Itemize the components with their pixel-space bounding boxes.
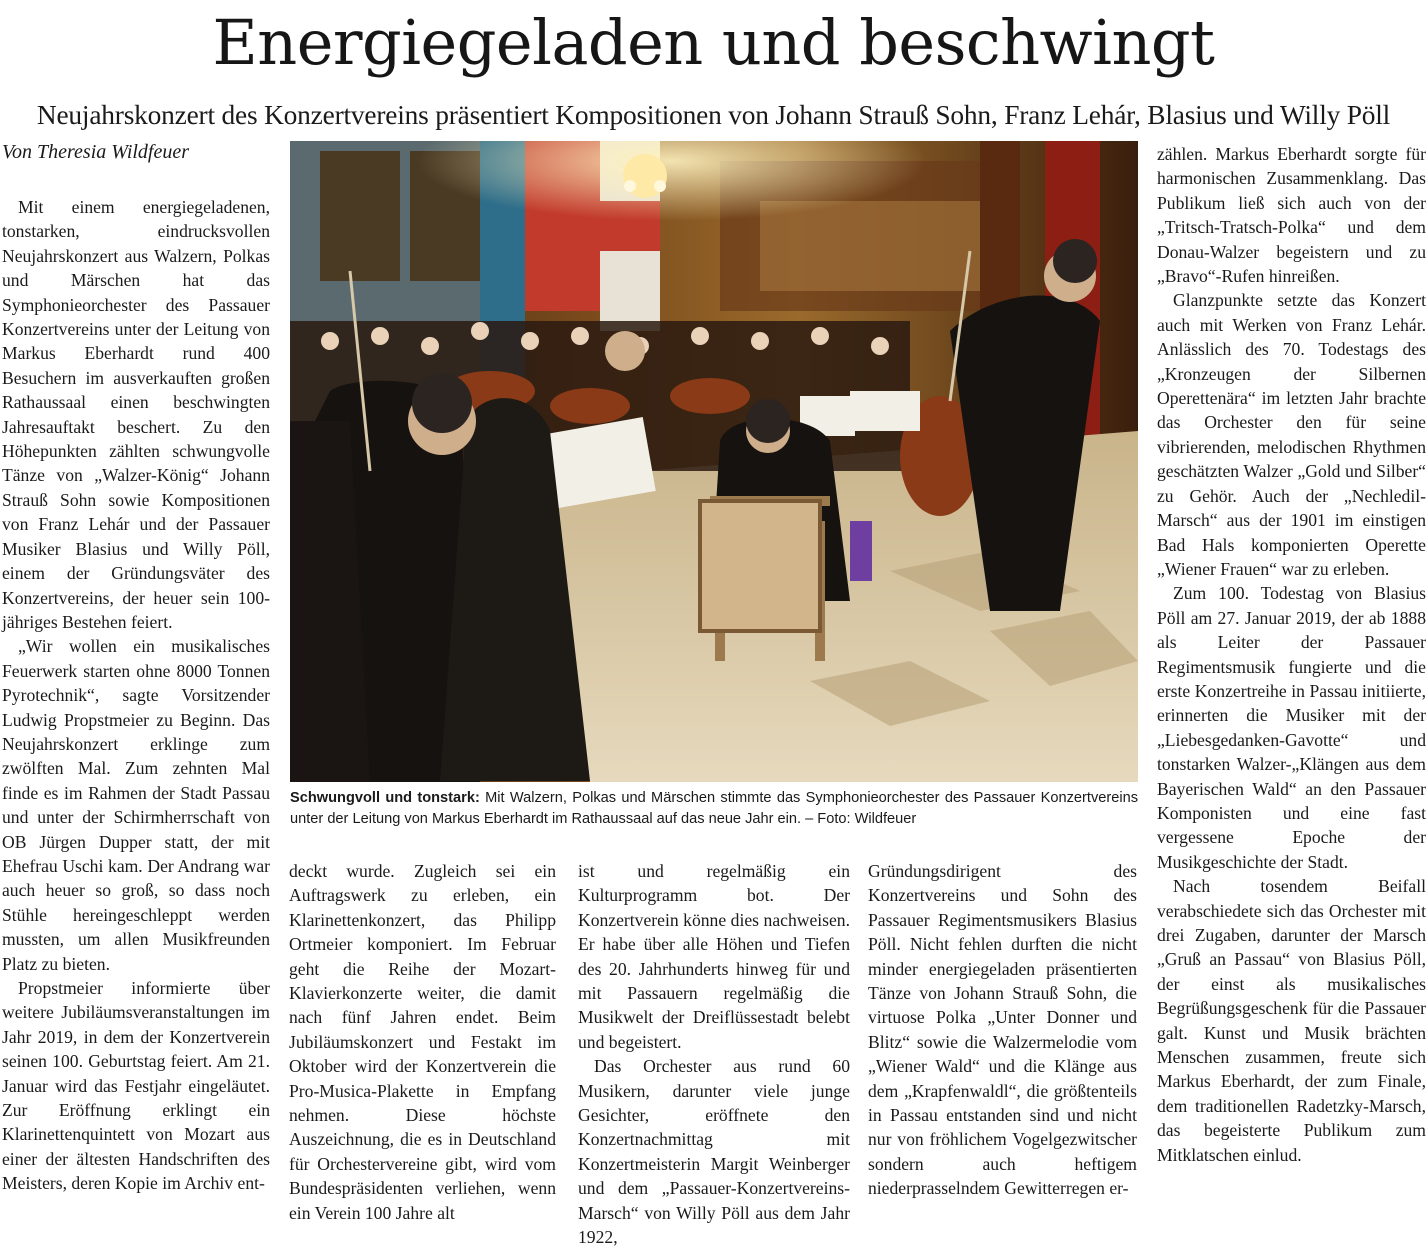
- paragraph: Propstmeier informierte über weitere Jubiläumsveranstaltungen im Jahr 2019, in dem der Konzertverein seinen 100. Geburtstag feiert. Am 21. Januar wird das Festjahr eingeläutet. Zur Eröffnung erklingt ein Klarinettenquintett von Mozart aus einer der ältesten Handschriften des Meisters, deren Kopie im Archiv ent-: [2, 978, 270, 1194]
- caption-text: Mit Walzern, Polkas und Märschen stimmte das Symphonieorchester des Passauer Konzertvereins unter der Leitung von Markus Eberhardt im Rathaussaal auf das neue Jahr ein. – Foto: Wildfeuer: [290, 790, 1138, 827]
- paragraph: zählen. Markus Eberhardt sorgte für harmonischen Zusammenklang. Das Publikum ließ sich auch von der „Tritsch-Tratsch-Polka“ und dem Donau-Walzer begeistern und zu „Bravo“-Rufen hinreißen.: [1157, 144, 1426, 287]
- article-column-1: [2, 195, 270, 1196]
- paragraph: Das Orchester aus rund 60 Musikern, darunter viele junge Gesichter, eröffnete den Konzertnachmittag mit Konzertmeisterin Margit Weinberger und dem „Passauer-Konzertvereins-Marsch“ von Willy Pöll aus dem Jahr 1922,: [578, 1056, 850, 1248]
- paragraph: Mit einem energiegeladenen, tonstarken, eindrucksvollen Neujahrskonzert aus Walzern, Polkas und Märschen hat das Symphonieorchester des Passauer Konzertvereins unter der Leitung von Markus Eberhardt rund 400 Besuchern im ausverkauften großen Rathaussaal einen beschwingten Jahresauftakt beschert. Zu den Höhepunkten zählten schwungvolle Tänze von „Walzer-König“ Johann Strauß Sohn sowie Kompositionen von Franz Lehár und der Passauer Musiker Blasius und Willy Pöll, einem der Gründungsväter des Konzertvereins, der heuer sein 100-jähriges Bestehen feiert.: [2, 197, 270, 632]
- paragraph: „Wir wollen ein musikalisches Feuerwerk starten ohne 8000 Tonnen Pyrotechnik“, sagte Vorsitzender Ludwig Propstmeier zu Beginn. Das Neujahrskonzert erklinge zum zwölften Mal. Zum zehnten Mal finde es im Rahmen der Stadt Passau und unter der Schirmherrschaft von OB Jürgen Dupper statt, der mit Ehefrau Uschi kam. Der Andrang war auch heuer so groß, so dass noch Stühle hereingeschleppt werden mussten, um allen Musikfreunden Platz zu bieten.: [2, 636, 270, 974]
- paragraph: Glanzpunkte setzte das Konzert auch mit Werken von Franz Lehár. Anlässlich des 70. Todestags des „Kronzeugen der Silbernen Operettenära“ im letzten Jahr brachte das Orchester den für seine vibrierenden, melodischen Rhythmen geschätzten Walzer „Gold und Silber“ zu Gehör. Auch der „Nechledil-Marsch“ aus der 1901 im einstigen Bad Hals komponierten Operette „Wiener Frauen“ war zu erleben.: [1157, 290, 1426, 579]
- article-column-4: [868, 859, 1137, 1201]
- paragraph: ist und regelmäßig ein Kulturprogramm bot. Der Konzertverein könne dies nachweisen. Er habe über alle Höhen und Tiefen des 20. Jahrhunderts hinweg für und mit Passauern regelmäßig die Musikwelt der Dreiflüssestadt belebt und begeistert.: [578, 861, 850, 1052]
- paragraph: Gründungsdirigent des Konzertvereins und Sohn des Passauer Regimentsmusikers Blasius Pöll. Nicht fehlen durften die nicht minder energiegeladen präsentierten Tänze von Johann Strauß Sohn, die virtuose Polka „Unter Donner und Blitz“ sowie die Walzermelodie vom „Wiener Wald“ und die Klänge aus dem „Krapfenwaldl“, die größtenteils in Passau entstanden sind und nicht nur von fröhlichem Vogelgezwitscher sondern auch heftigem niederprasselndem Gewitterregen er-: [868, 861, 1137, 1199]
- article-column-2: [289, 859, 556, 1225]
- subheadline: Neujahrskonzert des Konzertvereins präsentiert Kompositionen von Johann Strauß Sohn, Franz Lehár, Blasius und Willy Pöll: [36, 100, 1391, 130]
- concert-photo: [290, 141, 1138, 782]
- article-column-3: [578, 859, 850, 1250]
- paragraph: deckt wurde. Zugleich sei ein Auftragswerk zu erleben, ein Klarinettenkonzert, das Philipp Ortmeier komponiert. Im Februar geht die Reihe der Mozart-Klavierkonzerte weiter, die damit nach fünf Jahren endet. Beim Jubiläumskonzert und Festakt im Oktober wird der Konzertverein die Pro-Musica-Plakette in Empfang nehmen. Diese höchste Auszeichnung, die es in Deutschland für Orchestervereine gibt, wird vom Bundespräsidenten verliehen, wenn ein Verein 100 Jahre alt: [289, 861, 556, 1223]
- paragraph: Zum 100. Todestag von Blasius Pöll am 27. Januar 2019, der ab 1888 als Leiter der Passauer Regimentsmusik fungierte und die erste Konzertreihe in Passau initiierte, erinnerten die Musiker mit der „Liebesgedanken-Gavotte“ und tonstarken Walzer-„Klängen aus dem Bayerischen Wald“ an den Passauer Komponisten und eine fast vergessene Epoche der Musikgeschichte der Stadt.: [1157, 583, 1426, 872]
- orchestra-illustration: [290, 141, 1138, 782]
- headline: Energiegeladen und beschwingt: [212, 6, 1215, 79]
- photo-caption: [290, 788, 1138, 830]
- paragraph: Nach tosendem Beifall verabschiedete sich das Orchester mit drei Zugaben, darunter der Marsch „Gruß an Passau“ von Blasius Pöll, der einst als musikalisches Begrüßungsgeschenk für die Passauer galt. Kunst und Musik brächten Menschen zusammen, freute sich Markus Eberhardt, der zum Finale, dem traditionellen Radetzky-Marsch, das begeisterte Publikum zum Mitklatschen einlud.: [1157, 876, 1426, 1165]
- article-column-5: [1157, 142, 1426, 1167]
- byline: Von Theresia Wildfeuer: [2, 141, 190, 163]
- caption-lead: Schwungvoll und tonstark:: [290, 790, 480, 806]
